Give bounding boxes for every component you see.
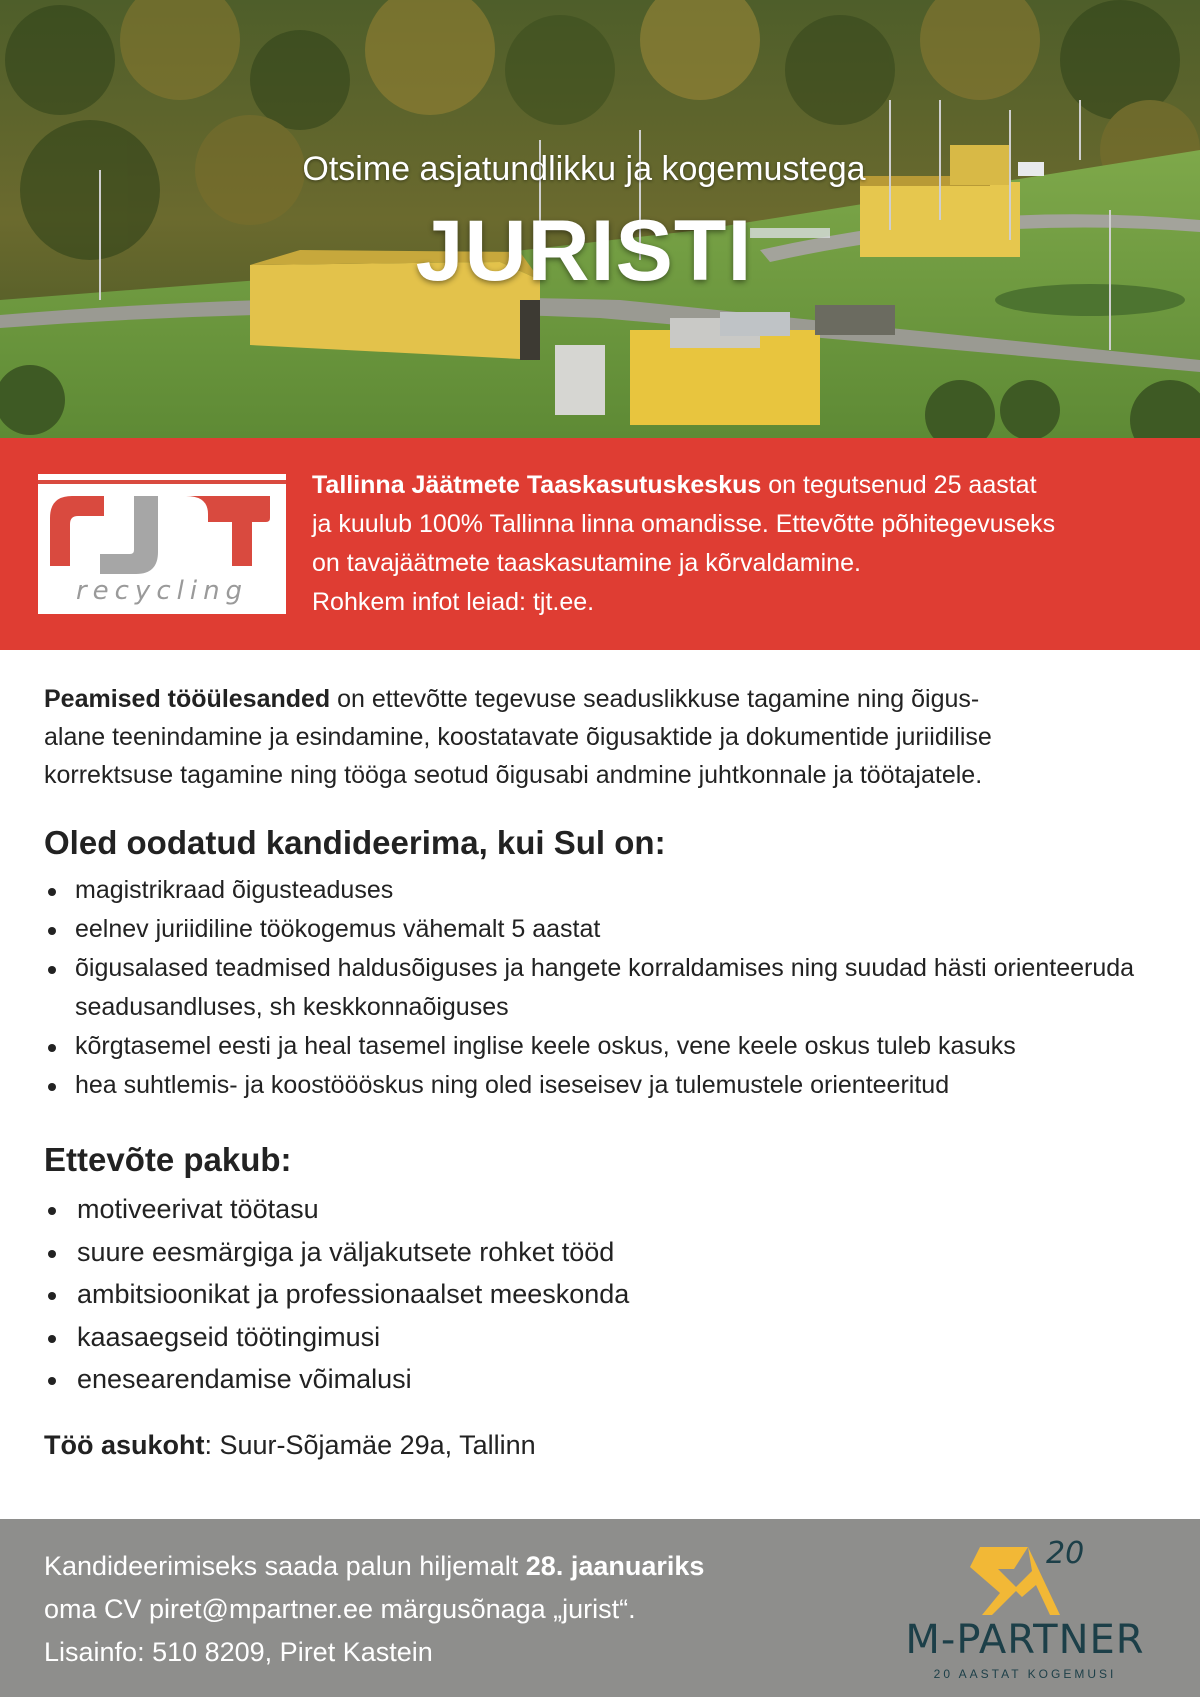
intro-line2: ja kuulub 100% Tallinna linna omandisse. Ettevõtte põhitegevuseks xyxy=(312,510,1056,538)
list-item: enesearendamise võimalusi xyxy=(44,1358,629,1401)
intro-line4: Rohkem infot leiad: tjt.ee. xyxy=(312,588,595,616)
duties-line2: alane teenindamine ja esindamine, koostatavate õigusaktide ja dokumentide juriidilise xyxy=(44,723,992,751)
hero-title: JURISTI xyxy=(415,203,753,299)
logo-wordmark: recycling xyxy=(75,576,249,606)
requirements-heading: Oled oodatud kandideerima, kui Sul on: xyxy=(44,824,666,861)
m-partner-tagline: 20 AASTAT KOGEMUSI xyxy=(933,1667,1117,1681)
hero-banner xyxy=(0,0,1200,438)
list-item: kaasaegseid töötingimusi xyxy=(44,1316,629,1359)
apply-deadline: 28. jaanuariks xyxy=(525,1551,705,1581)
list-item: suure eesmärgiga ja väljakutsete rohket tööd xyxy=(44,1231,629,1274)
location-value: : Suur-Sõjamäe 29a, Tallinn xyxy=(204,1430,536,1460)
hero-subtitle: Otsime asjatundlikku ja kogemustega xyxy=(302,150,866,188)
list-item: ambitsioonikat ja professionaalset meeskonda xyxy=(44,1273,629,1316)
location-label: Töö asukoht xyxy=(44,1430,205,1460)
m-partner-emblem-icon xyxy=(900,1527,1150,1617)
badge-20-text: 20 xyxy=(1046,1536,1085,1571)
offer-list xyxy=(44,1188,629,1401)
duties-line3: korrektsuse tagamine ning tööga seotud õigusabi andmine juhtkonnale ja töötajatele. xyxy=(44,761,983,789)
application-info xyxy=(44,1545,704,1674)
application-footer xyxy=(0,1519,1200,1697)
intro-line1: on tegutsenud 25 aastat xyxy=(761,471,1037,499)
company-band xyxy=(0,438,1200,650)
list-item: eelnev juriidiline töökogemus vähemalt 5 aastat xyxy=(44,910,1154,949)
job-description xyxy=(44,680,1164,1460)
company-intro xyxy=(312,466,1172,622)
duties-paragraph xyxy=(44,680,1164,794)
requirements-list xyxy=(44,871,1154,1105)
list-item: magistrikraad õigusteaduses xyxy=(44,871,1154,910)
company-name: Tallinna Jäätmete Taaskasutuskeskus xyxy=(312,471,762,499)
duties-line1: on ettevõtte tegevuse seaduslikkuse tagamine ning õigus- xyxy=(330,685,980,713)
tjt-recycling-logo xyxy=(38,474,286,614)
m-partner-logo xyxy=(900,1527,1150,1687)
list-item: motiveerivat töötasu xyxy=(44,1188,629,1231)
list-item: kõrgtasemel eesti ja heal tasemel inglise keele oskus, vene keele oskus tuleb kasuks xyxy=(44,1027,1154,1066)
m-partner-name: M-PARTNER xyxy=(905,1617,1145,1663)
offer-heading: Ettevõte pakub: xyxy=(44,1141,292,1178)
apply-line3: Lisainfo: 510 8209, Piret Kastein xyxy=(44,1637,433,1667)
intro-line3: on tavajäätmete taaskasutamine ja kõrvaldamine. xyxy=(312,549,861,577)
apply-line2: oma CV piret@mpartner.ee märgusõnaga „jurist“. xyxy=(44,1594,636,1624)
apply-line1: Kandideerimiseks saada palun hiljemalt xyxy=(44,1551,526,1581)
duties-lead: Peamised tööülesanded xyxy=(44,685,331,713)
work-location xyxy=(44,1430,536,1461)
list-item: hea suhtlemis- ja koostöööskus ning oled iseseisev ja tulemustele orienteeritud xyxy=(44,1066,1154,1105)
list-item: õigusalased teadmised haldusõiguses ja hangete korraldamises ning suudad hästi orienteeruda seadusandluses, sh keskkonnaõiguses xyxy=(44,949,1154,1027)
